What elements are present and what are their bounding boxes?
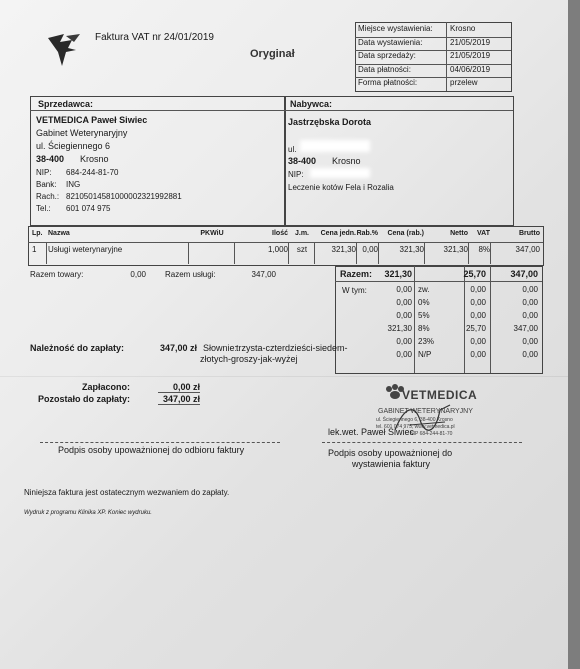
issuer-name: lek.wet. Paweł Siwiec xyxy=(328,427,415,437)
meta-label: Data płatności: xyxy=(358,64,411,74)
stamp-line1: GABINET WETERYNARYJNY xyxy=(378,408,473,415)
cell-unit-price: 321,30 xyxy=(331,245,356,254)
seller-street: ul. Ściegiennego 6 xyxy=(36,141,111,151)
breakdown-net: 0,00 xyxy=(396,350,412,359)
breakdown-rate: 23% xyxy=(418,337,435,346)
column-header-net: Netto xyxy=(450,230,468,237)
cell-unit: szt xyxy=(296,245,308,254)
breakdown-vat: 0,00 xyxy=(470,311,486,320)
cell-discount: 0,00 xyxy=(362,245,378,254)
breakdown-rate: 5% xyxy=(418,311,430,320)
breakdown-gross: 0,00 xyxy=(522,311,538,320)
column-header-gross: Brutto xyxy=(519,230,540,237)
seller-phone-label: Tel.: xyxy=(36,204,51,213)
seller-account: 82105014581000002321992881 xyxy=(66,192,182,201)
column-header-pkwiu: PKWiU xyxy=(200,230,224,237)
breakdown-rate: zw. xyxy=(418,285,430,294)
breakdown-vat: 0,00 xyxy=(470,350,486,359)
column-header-name: Nazwa xyxy=(48,230,70,237)
meta-label: Miejsce wystawienia: xyxy=(358,24,433,33)
column-header-unit-price: Cena jedn. xyxy=(320,230,356,237)
amount-words-label: Słownie: xyxy=(203,343,238,353)
column-header-unit: J.m. xyxy=(294,230,309,237)
buyer-street: ul. xyxy=(288,145,297,154)
breakdown-net: 0,00 xyxy=(396,337,412,346)
column-header-qty: Ilość xyxy=(272,230,288,237)
breakdown-vat: 0,00 xyxy=(470,337,486,346)
breakdown-rate: 0% xyxy=(418,298,430,307)
goods-total-value: 0,00 xyxy=(130,270,146,279)
seller-nip-label: NIP: xyxy=(36,168,52,177)
breakdown-gross: 0,00 xyxy=(522,350,538,359)
sum-gross: 347,00 xyxy=(510,269,538,279)
seller-nip: 684-244-81-70 xyxy=(66,168,119,177)
cell-lp: 1 xyxy=(32,245,37,254)
breakdown-gross: 347,00 xyxy=(513,324,538,333)
column-header-price-after: Cena (rab.) xyxy=(387,230,424,237)
paid-value: 0,00 zł xyxy=(172,382,200,392)
stamp-brand: VETMEDICA xyxy=(402,388,478,402)
redacted-address xyxy=(300,140,370,152)
sum-net: 321,30 xyxy=(384,269,412,279)
issuer-caption-line1: Podpis osoby upoważnionej do xyxy=(328,448,453,458)
buyer-heading: Nabywca: xyxy=(290,99,333,109)
vetmedica-logo-icon xyxy=(46,32,88,70)
remaining-label: Pozostało do zapłaty: xyxy=(37,394,130,404)
column-header-vat: VAT xyxy=(477,230,490,237)
cell-vat: 8% xyxy=(478,245,490,254)
goods-total-label: Razem towary: xyxy=(30,270,84,279)
breakdown-net: 321,30 xyxy=(387,324,412,333)
sum-label: Razem: xyxy=(340,269,373,279)
cell-price-after: 321,30 xyxy=(399,245,424,254)
issuer-caption-line2: wystawienia faktury xyxy=(352,459,431,469)
services-total-value: 347,00 xyxy=(251,270,276,279)
amount-due-label: Należność do zapłaty: xyxy=(30,343,125,353)
sum-vat: 25,70 xyxy=(463,269,486,279)
redacted-nip xyxy=(310,168,370,178)
seller-business: Gabinet Weterynaryjny xyxy=(36,128,128,138)
amount-words-line2: złotych-groszy-jak-wyżej xyxy=(200,354,298,364)
column-header-discount: Rab.% xyxy=(356,230,378,237)
stamp-line4: NIP 684-244-81-70 xyxy=(410,431,453,437)
paid-label: Zapłacono: xyxy=(81,382,130,392)
seller-phone: 601 074 975 xyxy=(66,204,111,213)
stamp-line3: tel. 601 074 975, www.vetmedica.pl xyxy=(376,424,455,430)
breakdown-net: 0,00 xyxy=(396,311,412,320)
seller-heading: Sprzedawca: xyxy=(38,99,94,109)
program-footer: Wydruk z programu Klinika XP. Koniec wydruku. xyxy=(24,510,152,516)
column-header-lp: Lp. xyxy=(32,230,43,237)
seller-account-label: Rach.: xyxy=(36,192,60,201)
seller-name: VETMEDICA Paweł Siwiec xyxy=(36,115,148,125)
seller-bank-label: Bank: xyxy=(36,180,57,189)
breakdown-net: 0,00 xyxy=(396,285,412,294)
buyer-city: Krosno xyxy=(332,156,361,166)
breakdown-net: 0,00 xyxy=(396,298,412,307)
meta-label: Forma płatności: xyxy=(358,78,418,87)
meta-label: Data wystawienia: xyxy=(358,37,423,47)
amount-words-line1: trzysta-czterdzieści-siedem- xyxy=(236,343,348,353)
invoice-title: Faktura VAT nr 24/01/2019 xyxy=(95,32,214,43)
breakdown-vat: 25,70 xyxy=(465,324,486,333)
buyer-name: Jastrzębska Dorota xyxy=(288,117,372,127)
services-total-label: Razem usługi: xyxy=(165,270,216,279)
cell-name: Usługi weterynaryjne xyxy=(48,245,123,254)
breakdown-vat: 0,00 xyxy=(470,285,486,294)
seller-city: Krosno xyxy=(80,154,109,164)
amount-due-value: 347,00 zł xyxy=(160,343,198,353)
buyer-note: Leczenie kotów Fela i Rozalia xyxy=(288,183,394,192)
meta-value: 21/05/2019 xyxy=(450,51,491,60)
breakdown-rate: 8% xyxy=(418,324,430,333)
buyer-nip-label: NIP: xyxy=(288,170,304,179)
breakdown-rate: N/P xyxy=(418,350,432,359)
buyer-box xyxy=(284,96,514,226)
breakdown-label: W tym: xyxy=(342,286,367,295)
stamp-line2: ul. Ściegiennego 6, 38-400 Krosno xyxy=(376,417,453,423)
cell-qty: 1,000 xyxy=(267,245,288,254)
breakdown-gross: 0,00 xyxy=(522,337,538,346)
buyer-postcode: 38-400 xyxy=(288,156,317,166)
cell-net: 321,30 xyxy=(443,245,468,254)
remaining-value: 347,00 zł xyxy=(162,394,200,404)
seller-bank: ING xyxy=(66,180,81,189)
original-label: Oryginał xyxy=(250,48,295,60)
meta-value: 04/06/2019 xyxy=(450,64,491,74)
meta-value: Krosno xyxy=(450,24,476,33)
breakdown-gross: 0,00 xyxy=(522,285,538,294)
seller-postcode: 38-400 xyxy=(36,154,65,164)
final-notice: Niniejsza faktura jest ostatecznym wezwaniem do zapłaty. xyxy=(24,488,230,497)
cell-gross: 347,00 xyxy=(515,245,540,254)
breakdown-gross: 0,00 xyxy=(522,298,538,307)
meta-value: 21/05/2019 xyxy=(450,37,491,47)
meta-value: przelew xyxy=(450,78,478,87)
receiver-signature-caption: Podpis osoby upoważnionej do odbioru faktury xyxy=(58,445,245,455)
meta-label: Data sprzedaży: xyxy=(358,51,416,60)
breakdown-vat: 0,00 xyxy=(470,298,486,307)
